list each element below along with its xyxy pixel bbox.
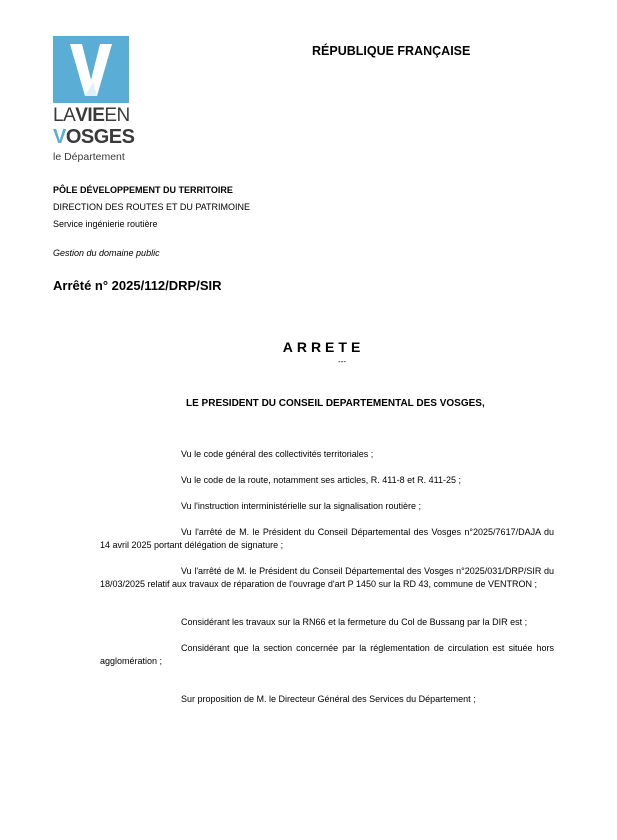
logo-text-line2 (53, 127, 134, 147)
logo-word-vie: VIE (75, 105, 105, 126)
paragraph-6: Considérant les travaux sur la RN66 et la fermeture du Col de Bussang par la DIR est ; (181, 617, 528, 627)
pole-label: PÔLE DÉVELOPPEMENT DU TERRITOIRE (53, 185, 233, 195)
v-logo-icon (53, 36, 129, 103)
paragraph-1: Vu le code général des collectivités territoriales ; (181, 449, 374, 459)
logo-letter-v: V (53, 126, 66, 148)
republic-heading: RÉPUBLIQUE FRANÇAISE (312, 44, 471, 58)
president-heading: LE PRESIDENT DU CONSEIL DEPARTEMENTAL DES VOSGES, (186, 398, 485, 409)
logo-word-la: LA (53, 105, 76, 126)
paragraph-7: Considérant que la section concernée par la réglementation de circulation est située hors agglomération ; (100, 643, 554, 666)
logo-text-line1 (53, 106, 130, 126)
logo-subtitle: le Département (53, 151, 125, 163)
paragraph-4: Vu l'arrêté de M. le Président du Conseil Départemental des Vosges n°2025/7617/DAJA du 14 avril 2025 portant délégation de signature ; (100, 527, 554, 550)
service-label: Service ingénierie routière (53, 219, 158, 229)
logo-word-en: EN (104, 105, 130, 126)
logo-mark (53, 36, 129, 103)
paragraph-8: Sur proposition de M. le Directeur Général des Services du Département ; (181, 694, 476, 704)
direction-label: DIRECTION DES ROUTES ET DU PATRIMOINE (53, 202, 251, 212)
subject-label: Gestion du domaine public (53, 248, 160, 258)
arrete-number: Arrêté n° 2025/112/DRP/SIR (53, 278, 222, 293)
paragraph-3: Vu l'instruction interministérielle sur la signalisation routière ; (181, 501, 421, 511)
document-title: ARRETE (282, 339, 365, 355)
title-separator: --- (338, 357, 346, 366)
logo-word-osges: OSGES (65, 126, 135, 148)
paragraph-2: Vu le code de la route, notamment ses articles, R. 411-8 et R. 411-25 ; (181, 475, 461, 485)
paragraph-5: Vu l'arrêté de M. le Président du Conseil Départemental des Vosges n°2025/031/DRP/SIR du 18/03/2025 relatif aux travaux de réparation de l'ouvrage d'art P 1450 sur la RD 43, commune de VENTRON ; (100, 566, 554, 589)
